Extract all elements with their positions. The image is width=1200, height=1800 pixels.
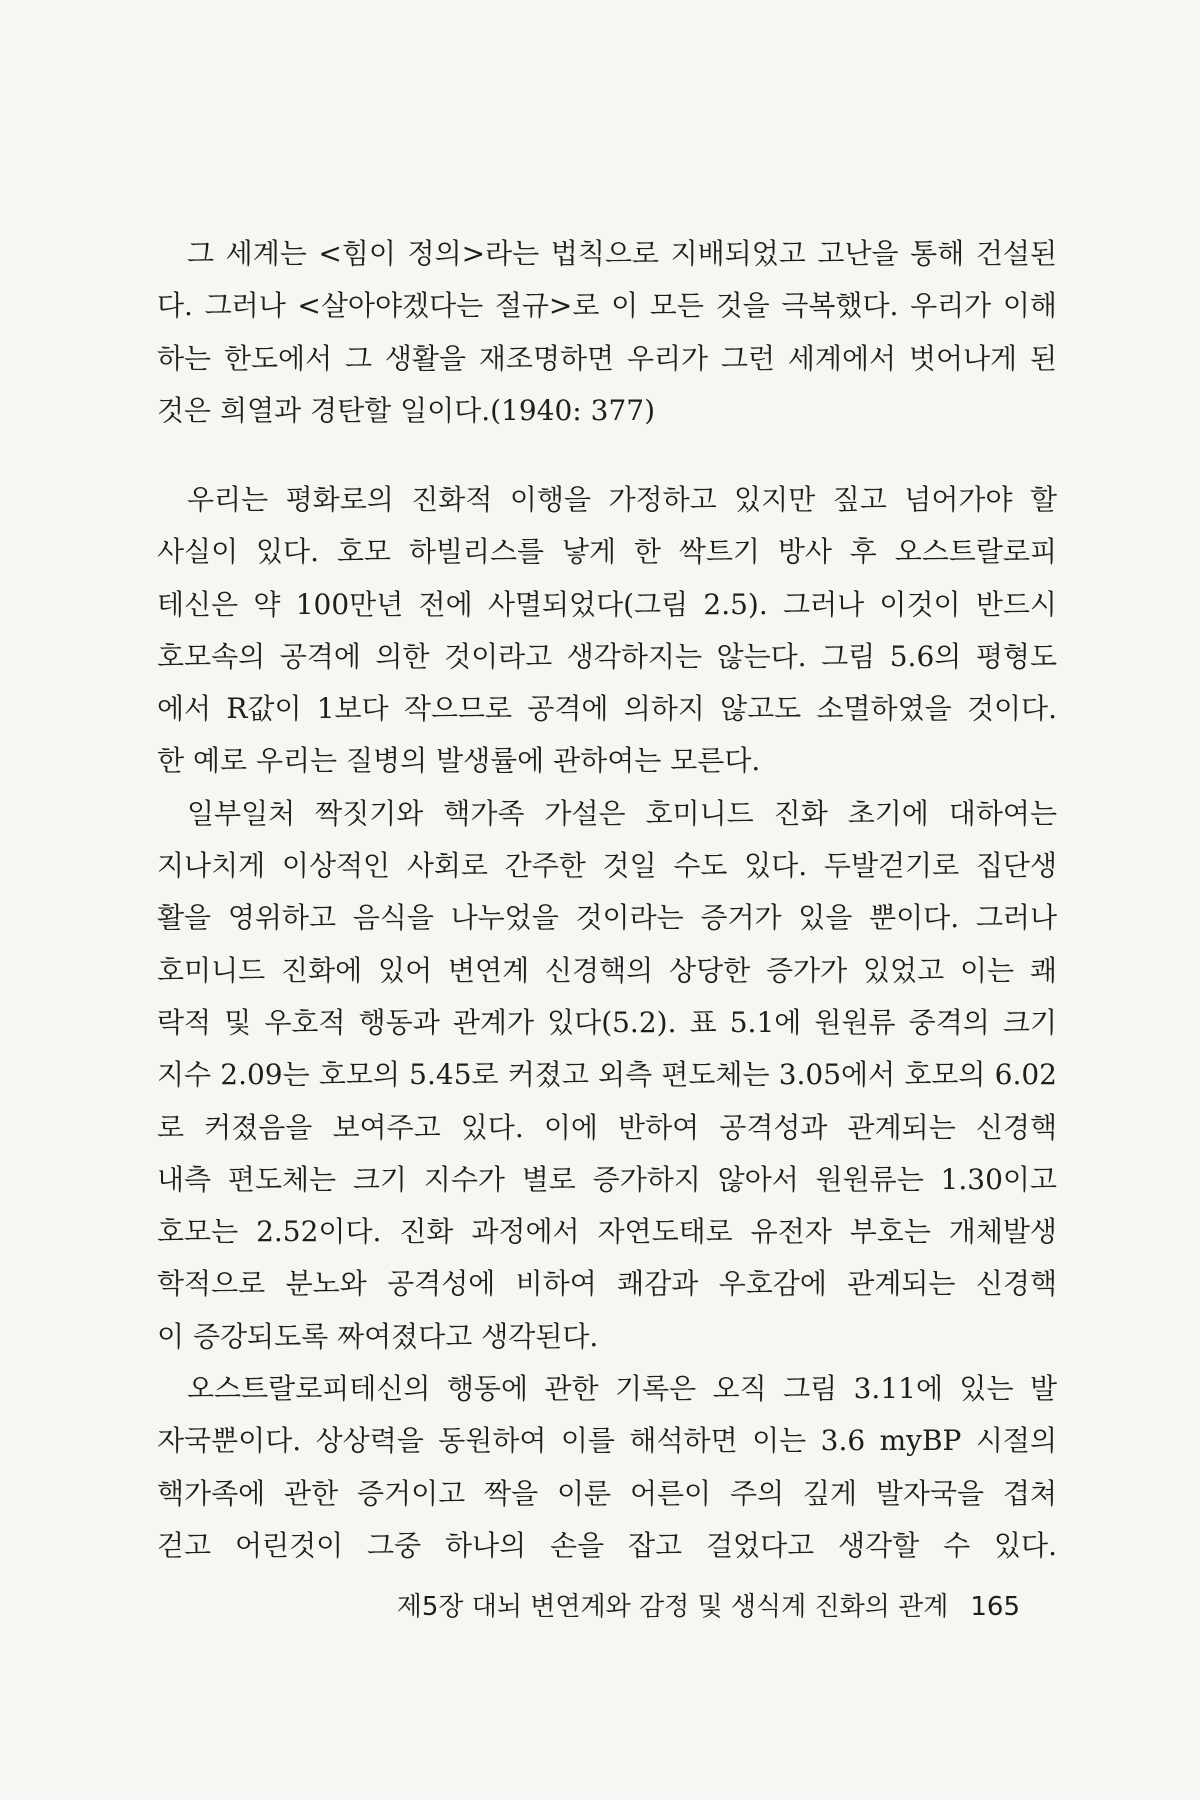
- page-number: 165: [970, 1592, 1020, 1622]
- quote-line: 하는 한도에서 그 생활을 재조명하면 우리가 그런 세계에서 벗어나게 된: [157, 341, 1057, 375]
- body-line: 사실이 있다. 호모 하빌리스를 낳게 한 싹트기 방사 후 오스트랄로피: [157, 535, 1057, 569]
- body-line: 이 증강되도록 짜여졌다고 생각된다.: [157, 1319, 599, 1353]
- body-line: 테신은 약 100만년 전에 사멸되었다(그림 2.5). 그러나 이것이 반드시: [157, 587, 1057, 621]
- running-footer: [397, 1590, 1020, 1624]
- quote-line: 그 세계는 <힘이 정의>라는 법칙으로 지배되었고 고난을 통해 건설된: [187, 237, 1057, 270]
- body-line: 일부일처 짝짓기와 핵가족 가설은 호미니드 진화 초기에 대하여는: [187, 796, 1057, 830]
- body-line: 지나치게 이상적인 사회로 간주한 것일 수도 있다. 두발걷기로 집단생: [157, 849, 1057, 883]
- block-quote: [157, 228, 1057, 437]
- body-line: 활을 영위하고 음식을 나누었을 것이라는 증거가 있을 뿐이다. 그러나: [157, 901, 1057, 935]
- body-line: 지수 2.09는 호모의 5.45로 커졌고 외측 편도체는 3.05에서 호모의 6.02: [157, 1058, 1057, 1092]
- body-line: 핵가족에 관한 증거이고 짝을 이룬 어른이 주의 깊게 발자국을 겹쳐: [157, 1476, 1057, 1510]
- body-line: 한 예로 우리는 질병의 발생률에 관하여는 모른다.: [157, 744, 761, 778]
- body-line: 내측 편도체는 크기 지수가 별로 증가하지 않아서 원원류는 1.30이고: [157, 1162, 1057, 1196]
- quote-line: 다. 그러나 <살아야겠다는 절규>로 이 모든 것을 극복했다. 우리가 이해: [157, 289, 1057, 323]
- body-line: 에서 R값이 1보다 작으므로 공격에 의하지 않고도 소멸하였을 것이다.: [157, 692, 1057, 726]
- body-line: 자국뿐이다. 상상력을 동원하여 이를 해석하면 이는 3.6 myBP 시절의: [157, 1424, 1057, 1458]
- body-text: [157, 474, 1057, 1572]
- body-line: 우리는 평화로의 진화적 이행을 가정하고 있지만 짚고 넘어가야 할: [187, 483, 1057, 516]
- body-line: 오스트랄로피테신의 행동에 관한 기록은 오직 그림 3.11에 있는 발: [187, 1372, 1057, 1406]
- quote-line: 것은 희열과 경탄할 일이다.(1940: 377): [157, 393, 656, 427]
- body-line: 호모는 2.52이다. 진화 과정에서 자연도태로 유전자 부호는 개체발생: [157, 1215, 1057, 1249]
- body-line: 호모속의 공격에 의한 것이라고 생각하지는 않는다. 그림 5.6의 평형도: [157, 639, 1057, 673]
- body-line: 학적으로 분노와 공격성에 비하여 쾌감과 우호감에 관계되는 신경핵: [157, 1267, 1057, 1301]
- body-line: 호미니드 진화에 있어 변연계 신경핵의 상당한 증가가 있었고 이는 쾌: [157, 953, 1057, 987]
- body-line: 걷고 어린것이 그중 하나의 손을 잡고 걸었다고 생각할 수 있다.: [157, 1528, 1057, 1562]
- body-line: 락적 및 우호적 행동과 관계가 있다(5.2). 표 5.1에 원원류 중격의 크기: [157, 1005, 1057, 1039]
- body-line: 로 커졌음을 보여주고 있다. 이에 반하여 공격성과 관계되는 신경핵: [157, 1110, 1057, 1144]
- chapter-title: 제5장 대뇌 변연계와 감정 및 생식계 진화의 관계: [396, 1592, 949, 1622]
